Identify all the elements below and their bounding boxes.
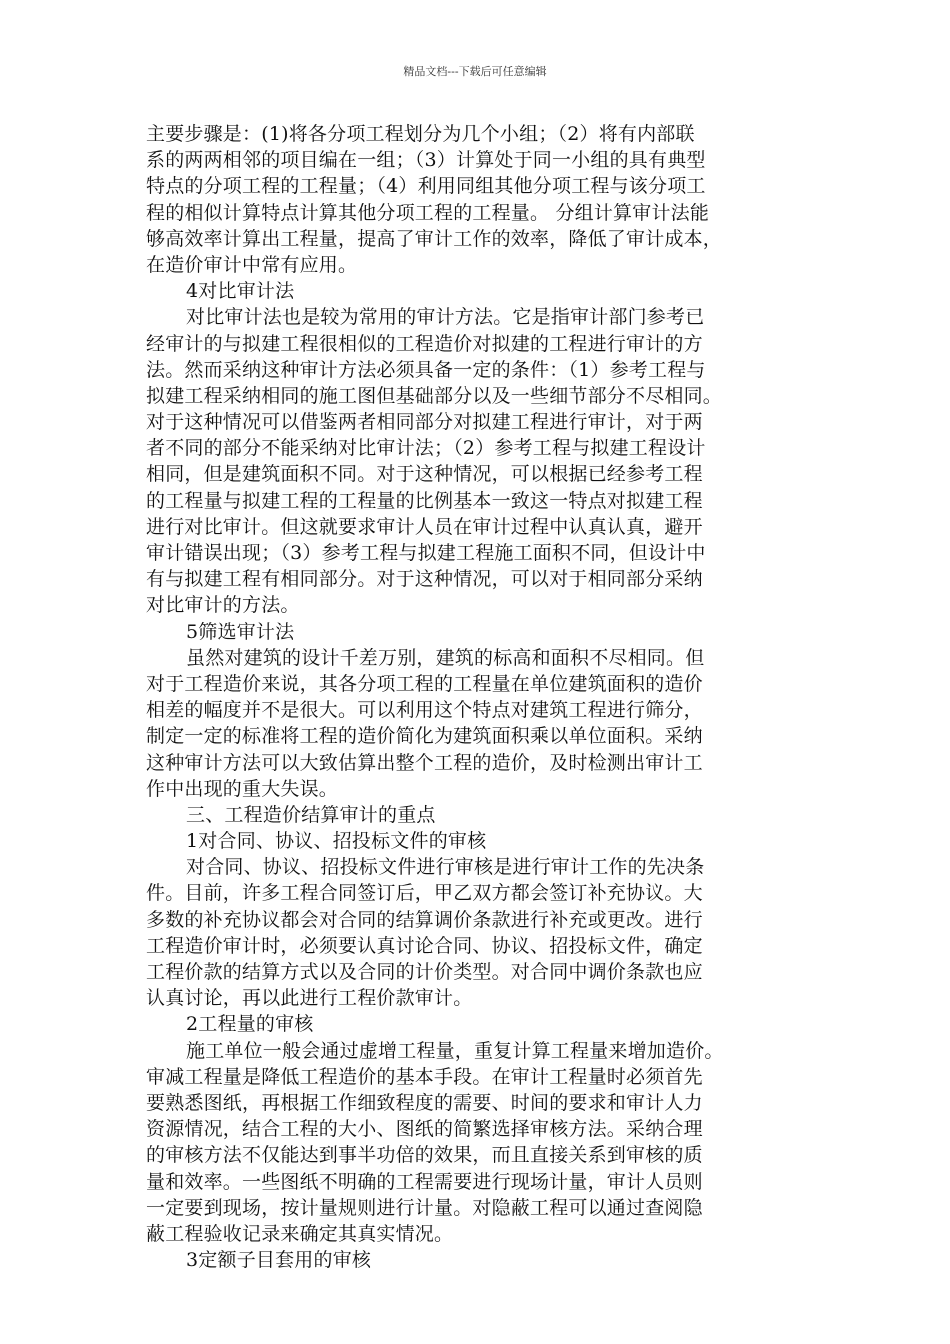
text-line: 虽然对建筑的设计千差万别，建筑的标高和面积不尽相同。但 (186, 646, 705, 669)
text-line: 系的两两相邻的项目编在一组；（3）计算处于同一小组的具有典型 (146, 149, 706, 172)
text-line: 对于工程造价来说，其各分项工程的工程量在单位建筑面积的造价 (146, 672, 703, 695)
text-line: 对比审计法也是较为常用的审计方法。它是指审计部门参考已 (186, 306, 705, 329)
page-header: 精品文档---下载后可任意编辑 (403, 65, 547, 78)
text-line: 量和效率。一些图纸不明确的工程需要进行现场计量，审计人员则 (146, 1170, 703, 1193)
section-heading: 3定额子目套用的审核 (186, 1249, 372, 1272)
text-line: 审计错误出现；（3）参考工程与拟建工程施工面积不同，但设计中 (146, 542, 706, 564)
section-heading: 1对合同、协议、招投标文件的审核 (186, 830, 487, 853)
section-heading: 三、工程造价结算审计的重点 (186, 803, 436, 826)
text-line: 工程价款的结算方式以及合同的计价类型。对合同中调价条款也应 (146, 961, 703, 983)
text-line: 有与拟建工程有相同部分。对于这种情况，可以对于相同部分采纳 (146, 568, 703, 591)
text-line: 工程造价审计时，必须要认真讨论合同、协议、招投标文件，确定 (146, 934, 703, 957)
text-line: 主要步骤是：(1)将各分项工程划分为几个小组；（2）将有内部联 (146, 123, 695, 145)
text-line: 作中出现的重大失误。 (146, 777, 339, 800)
text-line: 拟建工程采纳相同的施工图但基础部分以及一些细节部分不尽相同。 (146, 384, 723, 407)
text-line: 够高效率计算出工程量，提高了审计工作的效率，降低了审计成本， (146, 227, 723, 250)
text-line: 的审核方法不仅能达到事半功倍的效果，而且直接关系到审核的质 (146, 1144, 703, 1167)
text-line: 者不同的部分不能采纳对比审计法；（2）参考工程与拟建工程设计 (146, 437, 706, 460)
text-line: 蔽工程验收记录来确定其真实情况。 (146, 1222, 454, 1245)
text-line: 审减工程量是降低工程造价的基本手段。在审计工程量时必须首先 (146, 1065, 703, 1088)
text-line: 程的相似计算特点计算其他分项工程的工程量。 分组计算审计法能 (146, 201, 710, 224)
text-line: 对于这种情况可以借鉴两者相同部分对拟建工程进行审计，对于两 (146, 411, 703, 434)
text-line: 资源情况，结合工程的大小、图纸的简繁选择审核方法。采纳合理 (146, 1118, 703, 1141)
text-line: 经审计的与拟建工程很相似的工程造价对拟建的工程进行审计的方 (146, 332, 703, 355)
text-line: 在造价审计中常有应用。 (146, 253, 358, 276)
text-line: 多数的补充协议都会对合同的结算调价条款进行补充或更改。进行 (146, 908, 703, 931)
text-line: 件。目前，许多工程合同签订后，甲乙双方都会签订补充协议。大 (146, 882, 703, 905)
text-line: 认真讨论，再以此进行工程价款审计。 (146, 987, 473, 1010)
text-line: 一定要到现场，按计量规则进行计量。对隐蔽工程可以通过查阅隐 (146, 1196, 703, 1219)
text-line: 对合同、协议、招投标文件进行审核是进行审计工作的先决条 (186, 856, 705, 879)
text-line: 法。然而采纳这种审计方法必须具备一定的条件：（1）参考工程与 (146, 358, 706, 381)
text-line: 相同，但是建筑面积不同。对于这种情况，可以根据已经参考工程 (146, 463, 703, 486)
text-line: 要熟悉图纸，再根据工作细致程度的需要、时间的要求和审计人力 (146, 1091, 703, 1114)
document-body (146, 121, 810, 1273)
text-line: 相差的幅度并不是很大。可以利用这个特点对建筑工程进行筛分， (146, 699, 703, 722)
section-heading: 4对比审计法 (186, 280, 295, 303)
text-line: 对比审计的方法。 (146, 594, 300, 617)
text-line: 这种审计方法可以大致估算出整个工程的造价，及时检测出审计工 (146, 751, 703, 774)
text-line: 制定一定的标准将工程的造价简化为建筑面积乘以单位面积。采纳 (146, 725, 703, 748)
text-line: 进行对比审计。但这就要求审计人员在审计过程中认真认真，避开 (146, 515, 703, 538)
section-heading: 5筛选审计法 (186, 620, 295, 643)
text-line: 施工单位一般会通过虚增工程量，重复计算工程量来增加造价。 (186, 1039, 724, 1062)
text-line: 特点的分项工程的工程量；（4）利用同组其他分项工程与该分项工 (146, 175, 706, 198)
text-line: 的工程量与拟建工程的工程量的比例基本一致这一特点对拟建工程 (146, 489, 703, 512)
section-heading: 2工程量的审核 (186, 1013, 314, 1036)
